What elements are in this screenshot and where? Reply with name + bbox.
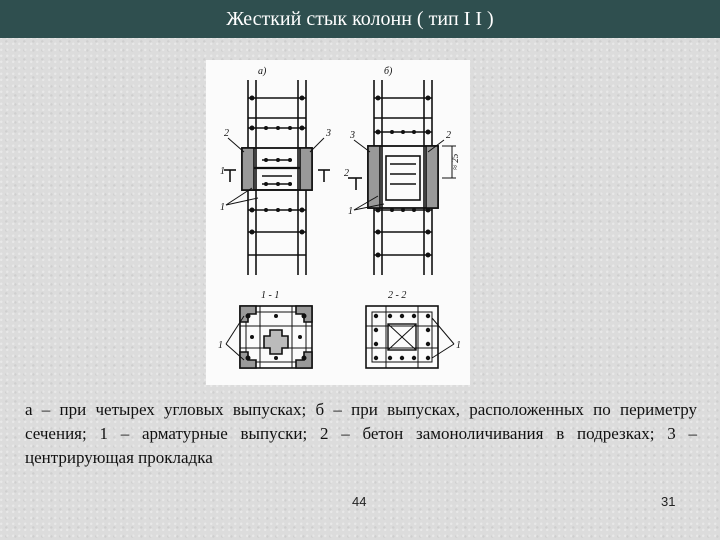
panel-b-label: б) [384, 66, 393, 77]
panel-b-bar-dots [376, 96, 431, 258]
callout-b-1-bars: 1 [348, 206, 353, 217]
dimension-label: ≈ 25 [450, 153, 460, 170]
section-2-2 [366, 306, 454, 368]
callout-a-1-bars: 1 [220, 202, 225, 213]
callout-s1-1: 1 [218, 340, 223, 351]
callout-a-2: 2 [224, 128, 229, 139]
panel-a-label: а) [258, 66, 267, 77]
center-number: 44 [352, 494, 367, 509]
drawing-svg [206, 60, 470, 385]
panel-b-elevation [348, 80, 456, 275]
callout-b-2: 2 [446, 130, 451, 141]
slide-title-bar [0, 0, 720, 38]
callout-b-3: 3 [350, 130, 355, 141]
figure-caption: а – при четырех угловых выпусках; б – при выпусках, расположенных по периметру сечения; 1 – арматурные выпуски; 2 – бетон замоноличивания в подрезках; 3 – центрирующая прокладка [25, 400, 697, 467]
page-number: 31 [661, 494, 676, 509]
callout-a-1-left: 1 [220, 166, 225, 177]
callout-s2-1: 1 [456, 340, 461, 351]
section-1-1-label: 1 - 1 [261, 290, 280, 301]
panel-a-bar-dots [250, 96, 305, 235]
section-2-2-label: 2 - 2 [388, 290, 407, 301]
slide-title: Жесткий стык колонн ( тип I I ) [226, 7, 494, 30]
panel-a-elevation [224, 80, 330, 275]
callout-a-3: 3 [326, 128, 331, 139]
column-joint-drawing [206, 60, 470, 385]
callout-b-2-section: 2 [344, 168, 349, 179]
